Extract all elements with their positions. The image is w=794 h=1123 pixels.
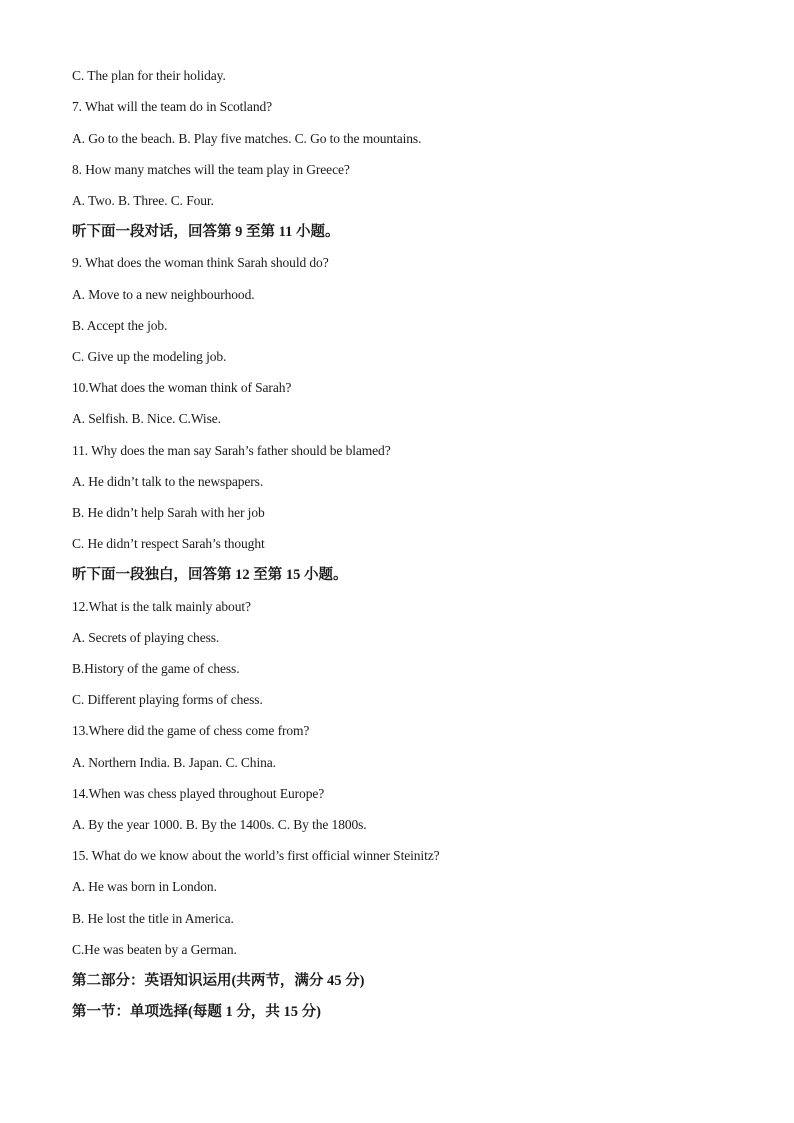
option-line: C. He didn’t respect Sarah’s thought [72,536,265,551]
option-line: C. Different playing forms of chess. [72,692,263,707]
option-line: C. Give up the modeling job. [72,349,227,364]
option-line: C. The plan for their holiday. [72,68,226,83]
option-line: A. Selfish. B. Nice. C.Wise. [72,411,221,426]
question-line: 10.What does the woman think of Sarah? [72,380,292,395]
question-line: 12.What is the talk mainly about? [72,599,251,614]
part-heading: 第二部分：英语知识运用(共两节，满分 45 分) [72,973,365,989]
section-instruction: 听下面一段独白，回答第 12 至第 15 小题。 [72,567,348,583]
option-line: A. Go to the beach. B. Play five matches. C. Go to the mountains. [72,131,422,146]
option-line: B. Accept the job. [72,318,168,333]
option-line: A. Move to a new neighbourhood. [72,287,255,302]
option-line: A. Northern India. B. Japan. C. China. [72,755,276,770]
option-line: A. Two. B. Three. C. Four. [72,193,214,208]
question-line: 7. What will the team do in Scotland? [72,99,273,114]
option-line: B.History of the game of chess. [72,661,240,676]
question-line: 11. Why does the man say Sarah’s father should be blamed? [72,443,391,458]
question-line: 14.When was chess played throughout Europe? [72,786,325,801]
option-line: A. He didn’t talk to the newspapers. [72,474,264,489]
option-line: B. He lost the title in America. [72,911,234,926]
option-line: B. He didn’t help Sarah with her job [72,505,265,520]
section-heading: 第一节：单项选择(每题 1 分，共 15 分) [72,1004,321,1020]
question-line: 9. What does the woman think Sarah should do? [72,255,329,270]
question-line: 13.Where did the game of chess come from? [72,723,310,738]
option-line: A. He was born in London. [72,879,217,894]
section-instruction: 听下面一段对话，回答第 9 至第 11 小题。 [72,224,340,240]
option-line: A. Secrets of playing chess. [72,630,220,645]
option-line: A. By the year 1000. B. By the 1400s. C. By the 1800s. [72,817,367,832]
question-line: 15. What do we know about the world’s first official winner Steinitz? [72,848,440,863]
question-line: 8. How many matches will the team play in Greece? [72,162,350,177]
option-line: C.He was beaten by a German. [72,942,237,957]
